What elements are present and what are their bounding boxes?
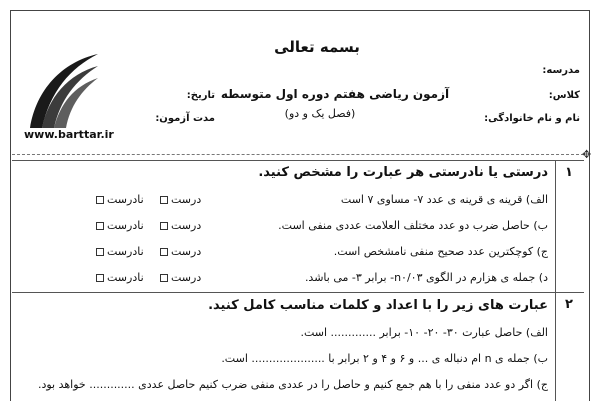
false-option-label: نادرست [107,219,144,232]
question-1-item-c: ج) کوچکترین عدد صحیح منفی نامشخص است. [333,245,548,258]
true-option[interactable] [160,193,201,206]
duration-label: مدت آزمون: [155,113,215,124]
website-label: www.barttar.ir [24,128,114,141]
true-checkbox[interactable] [160,196,168,204]
table-top-border [12,160,584,161]
true-option-label: درست [171,271,202,284]
question-2-item-b: ب) جمله ی n ام دنباله ی ... و ۶ و ۴ و ۲ برابر با ..................... است. [221,352,548,365]
false-option[interactable] [96,245,144,258]
question-1-item-b: ب) حاصل ضرب دو عدد مختلف العلامت عددی منفی است. [278,219,548,232]
exam-subtitle: (فصل یک و دو) [284,107,356,120]
false-option-label: نادرست [107,271,144,284]
true-option[interactable] [160,245,201,258]
true-option-label: درست [171,219,202,232]
question-2-item-a: الف) حاصل عبارت ۳۰- ۲۰- ۱۰- برابر ............. است. [300,326,548,339]
logo-swoosh-icon [22,40,102,135]
number-column-divider [555,160,556,401]
true-checkbox[interactable] [160,248,168,256]
class-label: کلاس: [548,90,580,101]
bismillah-heading: بسمه تعالی [274,38,360,56]
false-option[interactable] [96,219,144,232]
question-2-item-c: ج) اگر دو عدد منفی را با هم جمع کنیم و حاصل را در عددی منفی ضرب کنیم حاصل عددی ............. خواهد بود. [37,378,548,391]
exam-title: آزمون ریاضی هفتم دوره اول متوسطه [220,87,450,101]
false-checkbox[interactable] [96,196,104,204]
move-handle-icon[interactable]: ✥ [582,148,592,161]
question-1-prompt: درستی یا نادرستی هر عبارت را مشخص کنید. [258,165,548,180]
true-option-label: درست [171,193,202,206]
question-1-item-a: الف) قرینه ی قرینه ی عدد ۷- مساوی ۷ است [340,193,548,206]
true-option[interactable] [160,271,201,284]
true-checkbox[interactable] [160,274,168,282]
school-label: مدرسه: [542,65,580,76]
header-separator [12,154,584,155]
row-divider [12,292,584,293]
question-2-prompt: عبارت های زیر را با اعداد و کلمات مناسب کامل کنید. [208,298,548,313]
false-option[interactable] [96,271,144,284]
question-2-number: ۲ [565,297,573,312]
name-label: نام و نام خانوادگی: [484,113,580,124]
date-label: تاریخ: [186,90,215,101]
false-checkbox[interactable] [96,274,104,282]
question-1-number: ۱ [565,165,573,180]
false-checkbox[interactable] [96,222,104,230]
true-option-label: درست [171,245,202,258]
question-1-item-d: د) جمله ی هزارم در الگوی n۰/۰۳- برابر ۳- می باشد. [304,271,548,284]
true-checkbox[interactable] [160,222,168,230]
false-option-label: نادرست [107,245,144,258]
true-option[interactable] [160,219,201,232]
false-checkbox[interactable] [96,248,104,256]
false-option-label: نادرست [107,193,144,206]
false-option[interactable] [96,193,144,206]
